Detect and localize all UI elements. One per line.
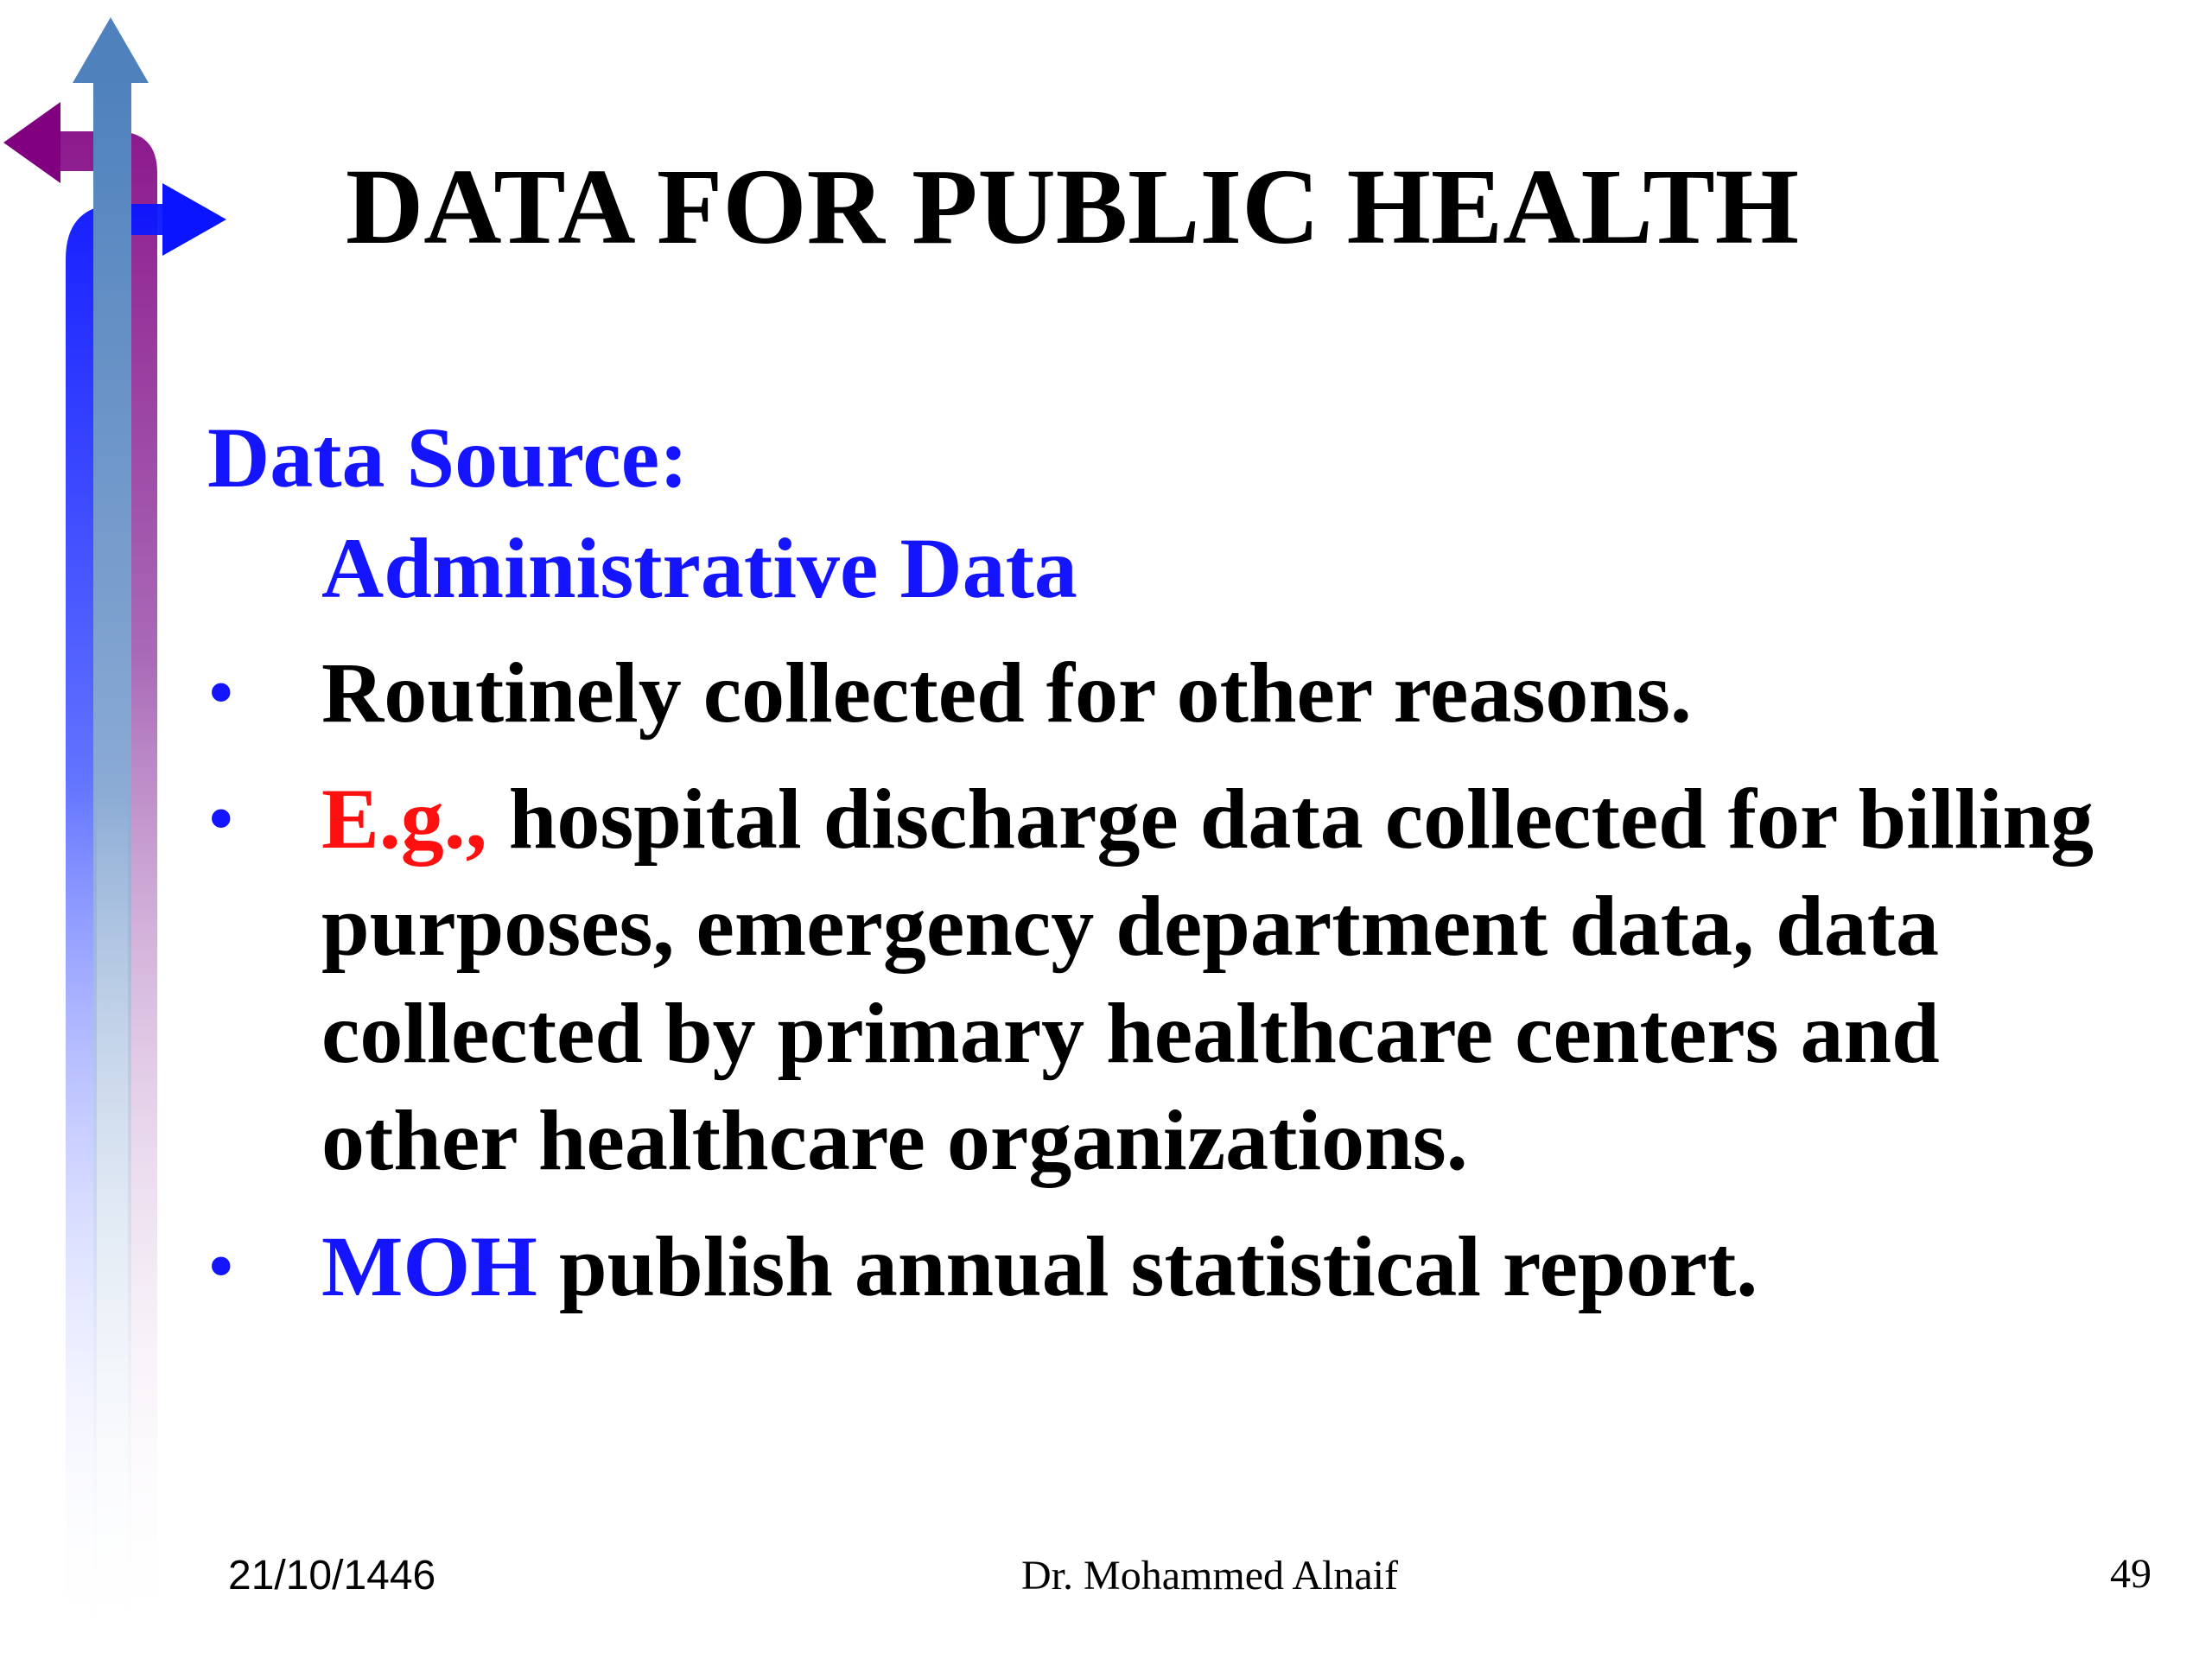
moh-lead: MOH (321, 1218, 537, 1314)
decorative-arrows (0, 0, 242, 1659)
bullet-item (207, 639, 2126, 747)
footer-date: 21/10/1446 (228, 1553, 436, 1599)
page-number: 49 (2110, 1551, 2152, 1597)
bullet-item (207, 766, 2126, 1194)
slide-title: DATA FOR PUBLIC HEALTH (346, 148, 1800, 267)
bullet-item (207, 1213, 2126, 1320)
example-lead: E.g., (321, 771, 487, 867)
bullet-marker: • (207, 1224, 235, 1309)
data-source-label: Data Source: (207, 410, 689, 505)
bullet-marker: • (207, 650, 235, 735)
data-source-value: Administrative Data (321, 520, 1077, 616)
bullet-text: publish annual statistical report. (537, 1218, 1758, 1314)
bullet-list (207, 639, 2126, 1339)
bullet-text: Routinely collected for other reasons. (321, 645, 1692, 741)
footer-author: Dr. Mohammed Alnaif (1021, 1553, 1398, 1599)
bullet-marker: • (207, 776, 235, 861)
bullet-text: hospital discharge data collected for billing purposes, emergency department data, data collected by primary healthcare centers and other healthcare organizations. (321, 771, 2094, 1188)
